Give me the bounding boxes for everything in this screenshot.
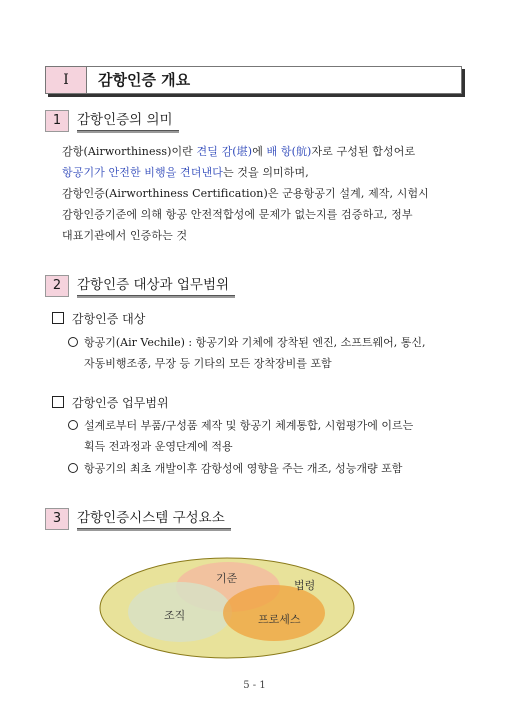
- system-components-diagram: [98, 556, 356, 660]
- text-run: 는 것을 의미하며,: [222, 166, 309, 179]
- section-title: 감항인증의 의미: [77, 110, 179, 131]
- para-line: [62, 162, 472, 183]
- heading-text: 감항인증 대상: [72, 312, 146, 326]
- bullet-line: 항공기의 최초 개발이후 감항성에 영향을 주는 개조, 성능개량 포함: [84, 462, 403, 475]
- heading-text: 감항인증 업무범위: [72, 396, 169, 410]
- target-heading: [52, 310, 145, 328]
- chapter-title: 감항인증 개요: [98, 71, 191, 89]
- text-run: 에: [252, 145, 267, 158]
- text-run: 자로 구성된 합성어로: [311, 145, 416, 158]
- bullet-line: 자동비행조종, 무장 등 기타의 모든 장착장비를 포함: [84, 357, 332, 370]
- scope-bullet-2: [68, 458, 468, 479]
- bullet-line: 항공기(Air Vechile) : 항공기와 기체에 장착된 엔진, 소프트웨어, 통신,: [84, 336, 426, 349]
- scope-heading: [52, 394, 169, 412]
- square-bullet-icon: [52, 312, 64, 324]
- text-run: 감항(Airworthiness)이란: [62, 145, 197, 158]
- label-process: 프로세스: [258, 613, 301, 626]
- page-number: 5 - 1: [243, 680, 266, 691]
- section-title: 감항인증시스템 구성요소: [77, 508, 231, 529]
- highlight-text: 견딜 감(堪): [196, 145, 253, 158]
- section-number: 3: [45, 508, 69, 530]
- section-number: 1: [45, 110, 69, 132]
- chapter-title-box: [45, 66, 462, 94]
- highlight-text: 배 항(航): [266, 145, 312, 158]
- target-bullet: [68, 332, 468, 374]
- section-title: 감항인증 대상과 업무범위: [77, 275, 235, 296]
- label-law: 법령: [294, 579, 316, 592]
- bullet-line: 획득 전과정과 운영단계에 적용: [84, 440, 233, 453]
- section-number: 2: [45, 275, 69, 297]
- label-standard: 기준: [216, 572, 238, 585]
- circle-bullet-icon: [68, 337, 78, 347]
- section-1-paragraph: [62, 141, 472, 246]
- bullet-line: 설계로부터 부품/구성품 제작 및 항공기 체계통합, 시험평가에 이르는: [84, 419, 414, 432]
- highlight-text: 항공기가 안전한 비행을 견뎌낸다: [62, 166, 223, 179]
- label-organization: 조직: [164, 609, 186, 622]
- circle-bullet-icon: [68, 463, 78, 473]
- scope-bullet-1: [68, 415, 468, 457]
- circle-bullet-icon: [68, 420, 78, 430]
- square-bullet-icon: [52, 396, 64, 408]
- para-line: [62, 141, 472, 162]
- para-line: 대표기관에서 인증하는 것: [62, 229, 188, 242]
- para-line: 감항인증기준에 의해 항공 안전적합성에 문제가 없는지를 검증하고, 정부: [62, 208, 413, 221]
- chapter-number: Ⅰ: [46, 67, 87, 93]
- para-line: 감항인증(Airworthiness Certification)은 군용항공기 설계, 제작, 시험시: [62, 187, 429, 200]
